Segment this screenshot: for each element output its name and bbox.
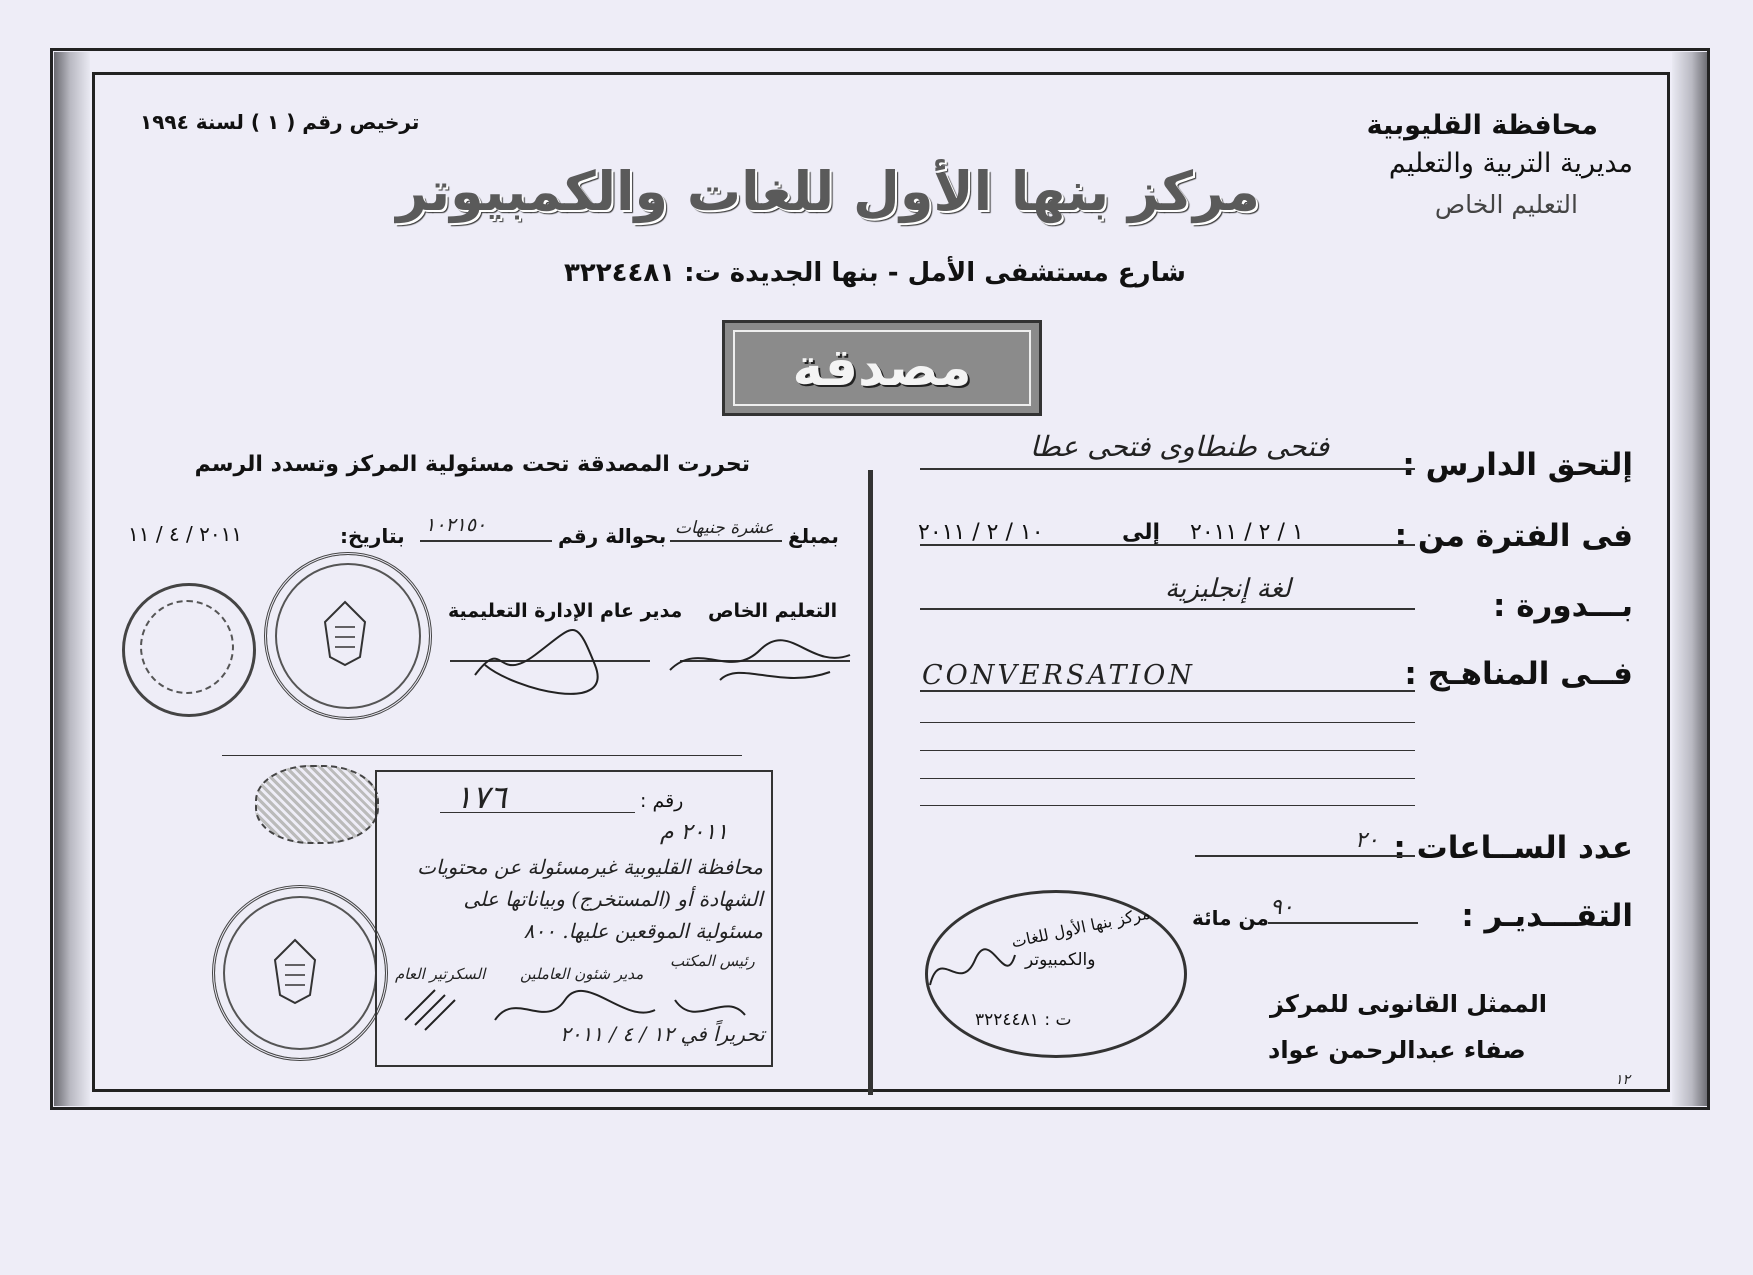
gov-line-2: مديرية التربية والتعليم bbox=[1388, 148, 1633, 179]
statement-text: تحررت المصدقة تحت مسئولية المركز وتسدد الرسم bbox=[194, 452, 750, 477]
student-label: إلتحق الدارس : bbox=[1402, 447, 1633, 483]
note-ref-label: رقم : bbox=[640, 790, 684, 812]
note-ref-value: ١٧٦ bbox=[455, 778, 507, 816]
round-stamp-small-inner bbox=[140, 600, 234, 694]
note-sig-office-head: رئيس المكتب bbox=[670, 952, 755, 970]
rect-stamp-top bbox=[255, 765, 379, 844]
center-stamp-signature bbox=[920, 935, 1020, 1005]
page-mark: ١٢ bbox=[1615, 1072, 1631, 1088]
note-sig-staff-director: مدير شئون العاملين bbox=[520, 965, 644, 983]
signatory-private-edu: التعليم الخاص bbox=[708, 600, 838, 622]
note-year: ٢٠١١ م bbox=[660, 820, 728, 845]
amount-label: بمبلغ bbox=[788, 524, 839, 548]
curriculum-line-5 bbox=[920, 805, 1415, 806]
doc-type-label: مصدقة bbox=[733, 330, 1031, 406]
center-stamp-line-2: والكمبيوتر bbox=[1025, 950, 1096, 970]
license-number: ترخيص رقم ( ١ ) لسنة ١٩٩٤ bbox=[140, 110, 420, 134]
date-value: ٢٠١١ / ٤ / ١١ bbox=[128, 522, 243, 546]
course-value: لغة إنجليزية bbox=[1165, 574, 1291, 604]
period-from: ١ / ٢ / ٢٠١١ bbox=[1190, 520, 1304, 545]
period-to: ١٠ / ٢ / ٢٠١١ bbox=[918, 520, 1044, 545]
center-name-title: مركز بنها الأول للغات والكمبيوتر bbox=[396, 160, 1260, 223]
curriculum-line-4 bbox=[920, 778, 1415, 779]
section-separator bbox=[222, 755, 742, 756]
student-value: فتحى طنطاوى فتحى عطا bbox=[1030, 430, 1330, 463]
curriculum-line-3 bbox=[920, 750, 1415, 751]
amount-line bbox=[670, 540, 782, 542]
signature-scribble-1 bbox=[660, 620, 860, 690]
amount-value: عشرة جنيهات bbox=[675, 518, 774, 538]
gov-line-3: التعليم الخاص bbox=[1434, 190, 1578, 219]
period-label: فى الفترة من : bbox=[1394, 518, 1633, 554]
signature-scribble-2 bbox=[455, 605, 655, 695]
legal-rep-name: صفاء عبدالرحمن عواد bbox=[1268, 1036, 1526, 1064]
center-divider bbox=[868, 470, 873, 1095]
eagle-emblem-icon bbox=[315, 597, 375, 667]
gov-line-1: محافظة القليوبية bbox=[1366, 110, 1598, 141]
student-line bbox=[920, 468, 1415, 470]
signatory-director: مدير عام الإدارة التعليمية bbox=[448, 600, 683, 622]
center-stamp-line-3: ت : ٣٢٢٤٤٨١ bbox=[975, 1010, 1072, 1030]
note-line-1: محافظة القليوبية غيرمسئولة عن محتويات bbox=[417, 855, 763, 879]
grade-line bbox=[1268, 922, 1418, 924]
legal-rep-title: الممثل القانونى للمركز bbox=[1270, 990, 1547, 1018]
note-sig-secretary: السكرتير العام bbox=[395, 965, 486, 983]
curriculum-line-2 bbox=[920, 722, 1415, 723]
date-label: بتاريخ: bbox=[340, 524, 405, 548]
period-to-label: إلى bbox=[1122, 520, 1161, 545]
note-footer-date: تحريراً في ١٢ / ٤ / ٢٠١١ bbox=[560, 1022, 765, 1046]
hours-value: ٢٠ bbox=[1355, 828, 1379, 853]
grade-label: التقـــديـر : bbox=[1461, 898, 1633, 934]
grade-suffix: من مائة bbox=[1192, 906, 1269, 930]
eagle-emblem-icon-2 bbox=[265, 935, 325, 1005]
note-line-3: مسئولية الموقعين عليها. ٨٠٠ bbox=[523, 919, 763, 943]
center-address: شارع مستشفى الأمل - بنها الجديدة ت: ٣٢٢٤٤٨١ bbox=[564, 258, 1186, 288]
transfer-line bbox=[420, 540, 552, 542]
hours-line bbox=[1195, 855, 1415, 857]
curriculum-value: CONVERSATION bbox=[922, 660, 1195, 691]
course-label: بـــدورة : bbox=[1493, 588, 1633, 624]
curriculum-label: فــى المناهـج : bbox=[1404, 656, 1633, 692]
center-stamp-line-1: مركز بنها الأول للغات bbox=[1009, 903, 1152, 952]
note-line-2: الشهادة أو (المستخرج) وبياناتها على bbox=[463, 887, 763, 911]
transfer-value: ١٠٢١٥٠ bbox=[425, 514, 487, 536]
hours-label: عدد الســاعات : bbox=[1393, 830, 1633, 866]
grade-value: ٩٠ bbox=[1270, 895, 1294, 920]
course-line bbox=[920, 608, 1415, 610]
transfer-label: بحوالة رقم bbox=[558, 524, 667, 548]
